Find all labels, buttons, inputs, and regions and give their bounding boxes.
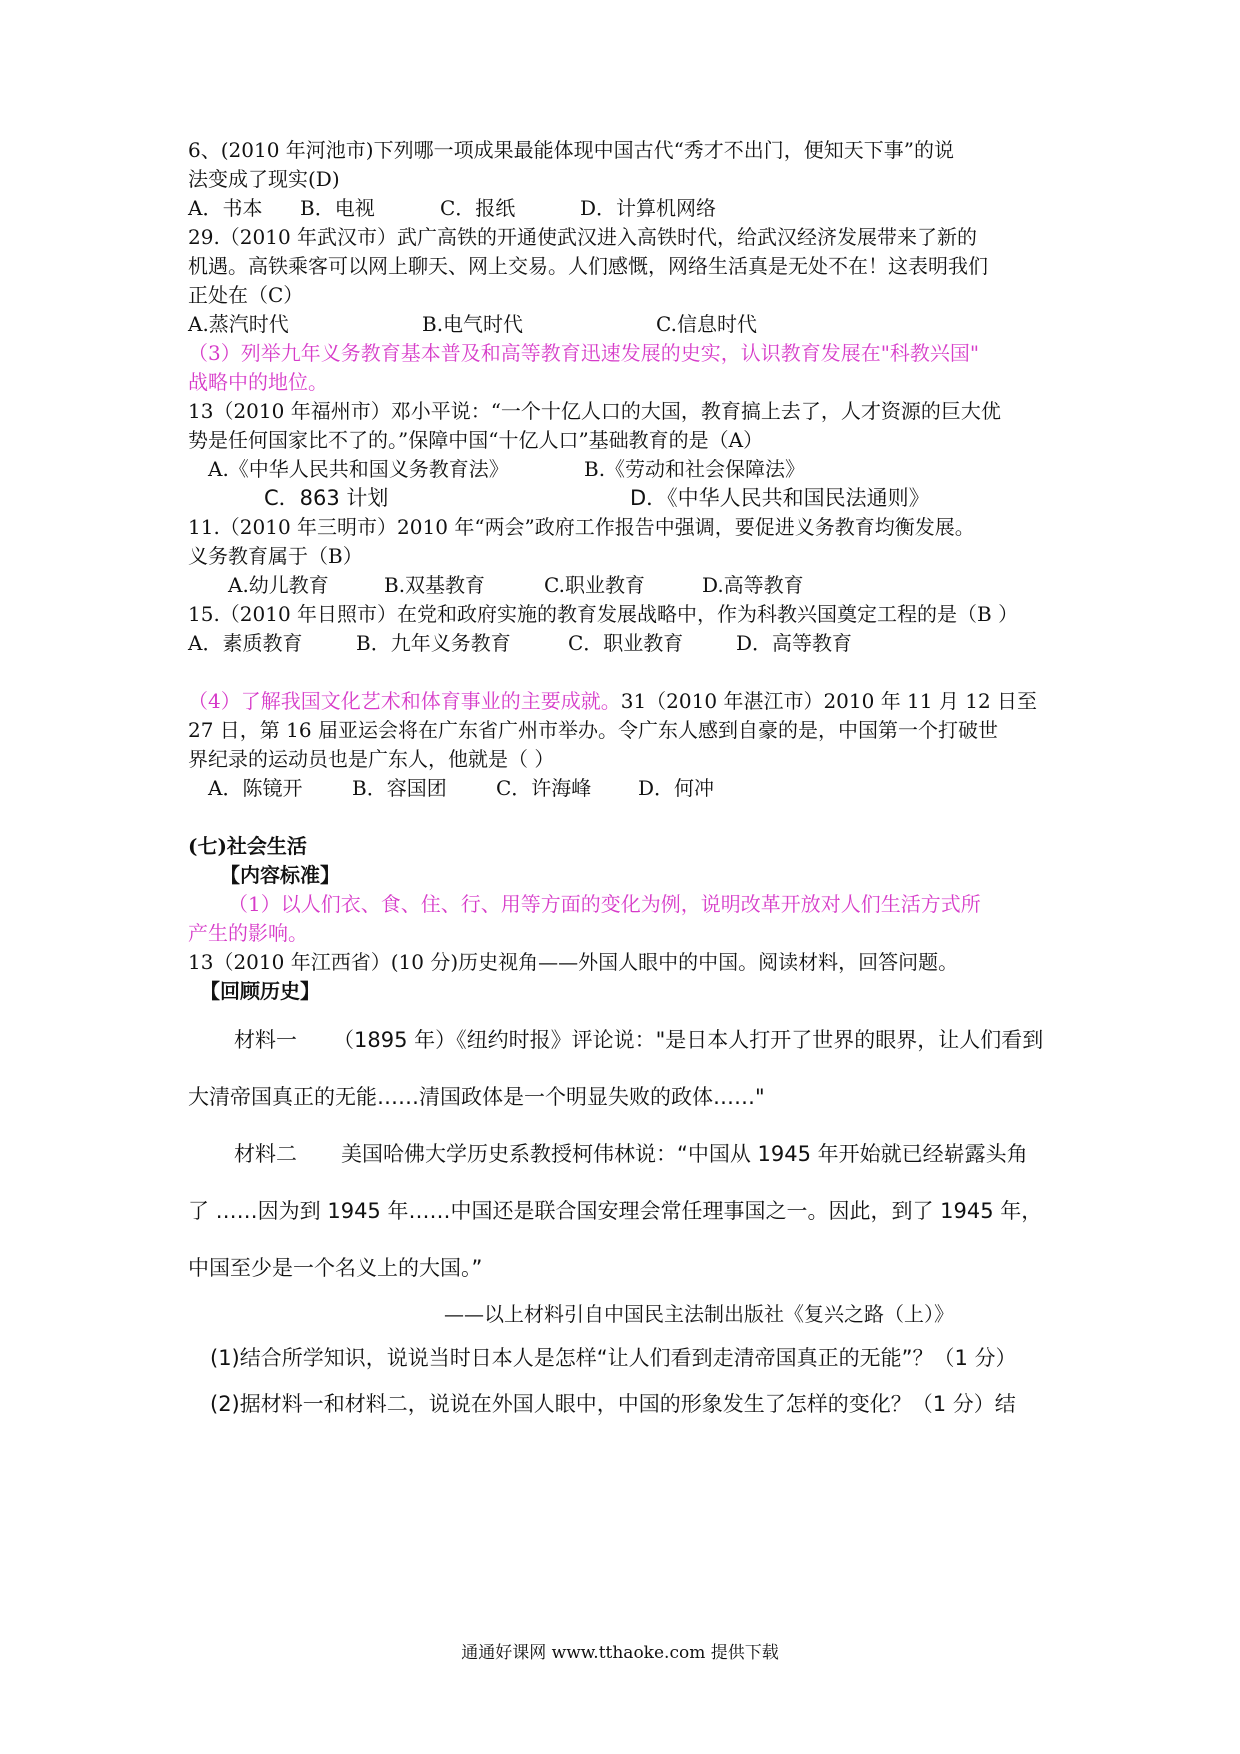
q15-option-a: A．素质教育	[188, 631, 303, 655]
standard-3-line1: （3）列举九年义务教育基本普及和高等教育迅速发展的史实，认识教育发展在"科教兴国"	[188, 341, 980, 365]
q29-option-a: A.蒸汽时代	[188, 312, 289, 336]
sub-question-2: (2)据材料一和材料二，说说在外国人眼中，中国的形象发生了怎样的变化？（1 分）结	[210, 1392, 1016, 1416]
q31-line2: 27 日，第 16 届亚运会将在广东省广州市举办。令广东人感到自豪的是，中国第一个打破世	[188, 718, 998, 742]
material-1-line1: 材料一 （1895 年）《纽约时报》评论说："是日本人打开了世界的眼界，让人们看到	[234, 1028, 1044, 1052]
material-2-line3: 中国至少是一个名义上的大国。”	[188, 1256, 483, 1280]
q15-option-b: B．九年义务教育	[356, 631, 511, 655]
q15-option-c: C．职业教育	[568, 631, 684, 655]
material-2-line2: 了 ……因为到 1945 年……中国还是联合国安理会常任理事国之一。因此，到了 1945 年，	[188, 1199, 1043, 1223]
q31-option-a: A．陈镜开	[208, 776, 303, 800]
q13a-option-d: D．《中华人民共和国民法通则》	[630, 486, 930, 510]
q15-option-d: D．高等教育	[736, 631, 853, 655]
q6-line2: 法变成了现实(D)	[188, 167, 340, 191]
q29-line2: 机遇。高铁乘客可以网上聊天、网上交易。人们感慨，网络生活真是无处不在！这表明我们	[188, 254, 988, 278]
q31-option-d: D．何冲	[638, 776, 715, 800]
q13b-line1: 13（2010 年江西省）(10 分)历史视角——外国人眼中的中国。阅读材料，回答问题。	[188, 950, 959, 974]
material-2-line1: 材料二 美国哈佛大学历史系教授柯伟林说：“中国从 1945 年开始就已经崭露头角	[234, 1142, 1028, 1166]
q11-option-c: C.职业教育	[544, 573, 645, 597]
q11-option-b: B.双基教育	[384, 573, 486, 597]
q11-line1: 11.（2010 年三明市）2010 年“两会”政府工作报告中强调，要促进义务教育均衡发展。	[188, 515, 975, 539]
q29-line1: 29.（2010 年武汉市）武广高铁的开通使武汉进入高铁时代，给武汉经济发展带来了新的	[188, 225, 978, 249]
q29-option-b: B.电气时代	[422, 312, 524, 336]
q11-option-a: A.幼儿教育	[228, 573, 329, 597]
q31-line1-rest: 31（2010 年湛江市）2010 年 11 月 12 日至	[620, 689, 1038, 713]
q11-line2: 义务教育属于（B）	[188, 544, 363, 568]
q6-option-c: C．报纸	[440, 196, 516, 220]
q11-option-d: D.高等教育	[702, 573, 804, 597]
standard-7-1-line1: （1）以人们衣、食、住、行、用等方面的变化为例，说明改革开放对人们生活方式所	[228, 892, 981, 916]
q15-line1: 15.（2010 年日照市）在党和政府实施的教育发展战略中，作为科教兴国奠定工程的是（B ）	[188, 602, 1019, 626]
q31-option-c: C．许海峰	[496, 776, 592, 800]
q13a-option-a: A.《中华人民共和国义务教育法》	[208, 457, 509, 481]
standard-4: （4）了解我国文化艺术和体育事业的主要成就。	[188, 689, 621, 713]
review-history-header: 【回顾历史】	[200, 979, 320, 1003]
q6-option-d: D．计算机网络	[580, 196, 717, 220]
sub-question-1: (1)结合所学知识，说说当时日本人是怎样“让人们看到走清帝国真正的无能”？（1 分）	[210, 1346, 1017, 1370]
footer-credit: 通通好课网 www.tthaoke.com 提供下载	[461, 1643, 779, 1663]
q13a-line2: 势是任何国家比不了的。”保障中国“十亿人口”基础教育的是（A）	[188, 428, 764, 452]
content-standard-header: 【内容标准】	[220, 863, 340, 887]
q29-line3: 正处在（C）	[188, 283, 304, 307]
material-2-label: 材料二	[234, 1142, 297, 1166]
q13a-option-b: B.《劳动和社会保障法》	[584, 457, 806, 481]
q31-option-b: B．容国团	[352, 776, 447, 800]
standard-7-1-line2: 产生的影响。	[188, 921, 308, 945]
q29-option-c: C.信息时代	[656, 312, 757, 336]
material-1-line2: 大清帝国真正的无能……清国政体是一个明显失败的政体……"	[188, 1085, 765, 1109]
q31-line3: 界纪录的运动员也是广东人，他就是（ ）	[188, 747, 555, 771]
q13a-line1: 13（2010 年福州市）邓小平说：“一个十亿人口的大国，教育搞上去了，人才资源的巨大优	[188, 399, 1001, 423]
material-1-label: 材料一	[234, 1028, 297, 1052]
standard-3-line2: 战略中的地位。	[188, 370, 328, 394]
section-7-title: (七)社会生活	[188, 834, 307, 858]
q6-line1: 6、(2010 年河池市)下列哪一项成果最能体现中国古代“秀才不出门，便知天下事”的说	[188, 138, 955, 162]
q6-option-a: A．书本	[188, 196, 263, 220]
q13a-option-c: C．863 计划	[264, 486, 389, 510]
q31-line1	[188, 687, 1037, 715]
material-source: ——以上材料引自中国民主法制出版社《复兴之路（上）》	[444, 1302, 954, 1326]
q6-option-b: B．电视	[300, 196, 375, 220]
